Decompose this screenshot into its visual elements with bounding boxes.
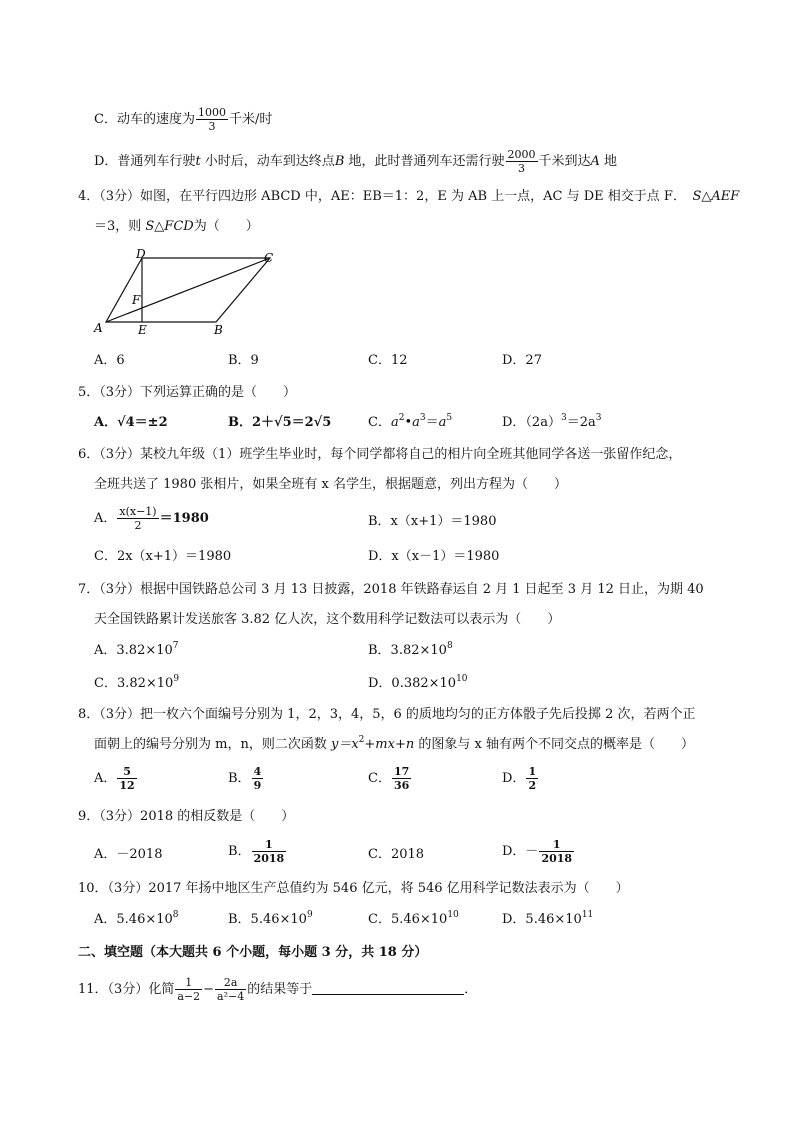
q9-option-d[interactable]: D．－ $\frac{1}{2018}$ [502,838,573,865]
q10-option-a[interactable]: A．$5.46\times 10^8$ [94,910,179,927]
q3-option-c: C．动车的速度为 $\frac{1000}{3}$ 千米/时 [94,106,273,133]
q3-option-d: D．普通列车行驶t 小时后，动车到达终点B 地，此时普通列车还需行驶 $\frac{2000}{3}$ 千米到达A 地 [94,148,618,175]
label-c: C [264,251,274,265]
fraction: $\frac{2a}{\text{a²−4}}$ [217,976,245,1003]
label-e: E [138,323,147,337]
section-heading: 二、填空题（本大题共 6 个小题，每小题 3 分，共 18 分） [78,945,428,960]
q6-option-c[interactable]: C．2x（x+1）＝1980 [94,549,232,564]
q7-stem-line1: 7．（3分）根据中国铁路总公司 3 月 13 日披露，2018 年铁路春运自 2 月 1 日起至 3 月 12 日止，为期 40 [78,582,704,597]
fraction: $\frac{2000}{3}$ [507,148,536,175]
q5-option-c[interactable]: C．$a^2•a^3=a^5$ [368,413,453,430]
q4-stem-line1: 4．（3分）如图，在平行四边形 ABCD 中，AE：EB＝1：2，E 为 AB 上一点，AC 与 DE 相交于点 F． S△AEF [78,189,740,204]
q8-option-d[interactable]: D． $\frac{1}{2}$ [502,765,537,792]
q6-stem-line2: 全班共送了 1980 张相片，如果全班有 x 名学生，根据题意，列出方程为（ ） [94,477,567,492]
q4-option-c[interactable]: C．12 [368,353,408,368]
label-a: A [94,321,103,335]
q10-option-c[interactable]: C．$5.46\times 10^{10}$ [368,910,459,927]
q7-stem-line2: 天全国铁路累计发送旅客 3.82 亿人次，这个数用科学记数法可以表示为（ ） [94,612,561,627]
q5-stem: 5．（3分）下列运算正确的是（ ） [78,385,297,400]
q11-stem: 11．（3分）化简 $\frac{1}{a-2}$ − $\frac{2a}{\text{a²−4}}$ 的结果等于 ． [78,976,478,1003]
fraction: $\frac{1000}{3}$ [197,106,226,133]
q9-option-a[interactable]: A．－2018 [94,847,163,862]
q8-option-a[interactable]: A． $\frac{5}{12}$ [94,765,135,792]
fraction: $\frac{x(x-1)}{2}$ [119,505,157,532]
q8-option-b[interactable]: B． $\frac{4}{9}$ [228,765,262,792]
q6-stem-line1: 6．（3分）某校九年级（1）班学生毕业时，每个同学都将自己的相片向全班其他同学各送一张留作纪念， [78,447,682,462]
q4-option-b[interactable]: B．9 [228,353,259,368]
q6-option-d[interactable]: D．x（x－1）＝1980 [368,549,500,564]
q9-stem: 9．（3分）2018 的相反数是（ ） [78,809,295,824]
label-f: F [132,293,141,307]
q4-stem-line2: ＝3，则 S△FCD为（ ） [94,219,259,234]
q9-option-b[interactable]: B． $\frac{1}{2018}$ [228,838,285,865]
q5-option-b[interactable]: B．2＋√5＝2√5 [228,415,332,430]
q7-option-a[interactable]: A．$3.82\times 10^7$ [94,641,179,658]
q8-option-c[interactable]: C． $\frac{17}{36}$ [368,765,410,792]
q5-option-a[interactable]: A．√4＝±2 [94,415,168,430]
q5-option-d[interactable]: D．$(2a)^3=2a^3$ [502,413,602,430]
q4-option-a[interactable]: A．6 [94,353,125,368]
fraction: $\frac{1}{a-2}$ [177,976,201,1003]
q8-stem-line1: 8．（3分）把一枚六个面编号分别为 1，2，3，4，5，6 的质地均匀的正方体骰子先后投掷 2 次，若两个正 [78,707,696,722]
label-b: B [214,323,223,337]
q9-option-c[interactable]: C．2018 [368,847,425,862]
q6-option-b[interactable]: B．x（x+1）＝1980 [368,514,497,529]
parallelogram-figure [90,246,290,338]
q4-option-d[interactable]: D．27 [502,353,542,368]
q10-option-d[interactable]: D．$5.46\times 10^{11}$ [502,910,594,927]
answer-blank[interactable] [312,982,464,995]
q10-option-b[interactable]: B．$5.46\times 10^9$ [228,910,313,927]
q7-option-d[interactable]: D．$0.382\times 10^{10}$ [368,674,468,691]
q7-option-c[interactable]: C．$3.82\times 10^9$ [94,674,180,691]
label-d: D [136,247,146,261]
q8-stem-line2: 面朝上的编号分别为 m，n，则二次函数 $y=x^2+mx+n$ 的图象与 x 轴有两个不同交点的概率是（ ） [94,735,694,752]
q6-option-a[interactable]: A． $\frac{x(x-1)}{2}$ ＝1980 [94,505,209,532]
q7-option-b[interactable]: B．$3.82\times 10^8$ [368,641,453,658]
q10-stem: 10．（3分）2017 年扬中地区生产总值约为 546 亿元，将 546 亿用科学记数法表示为（ ） [78,881,629,896]
